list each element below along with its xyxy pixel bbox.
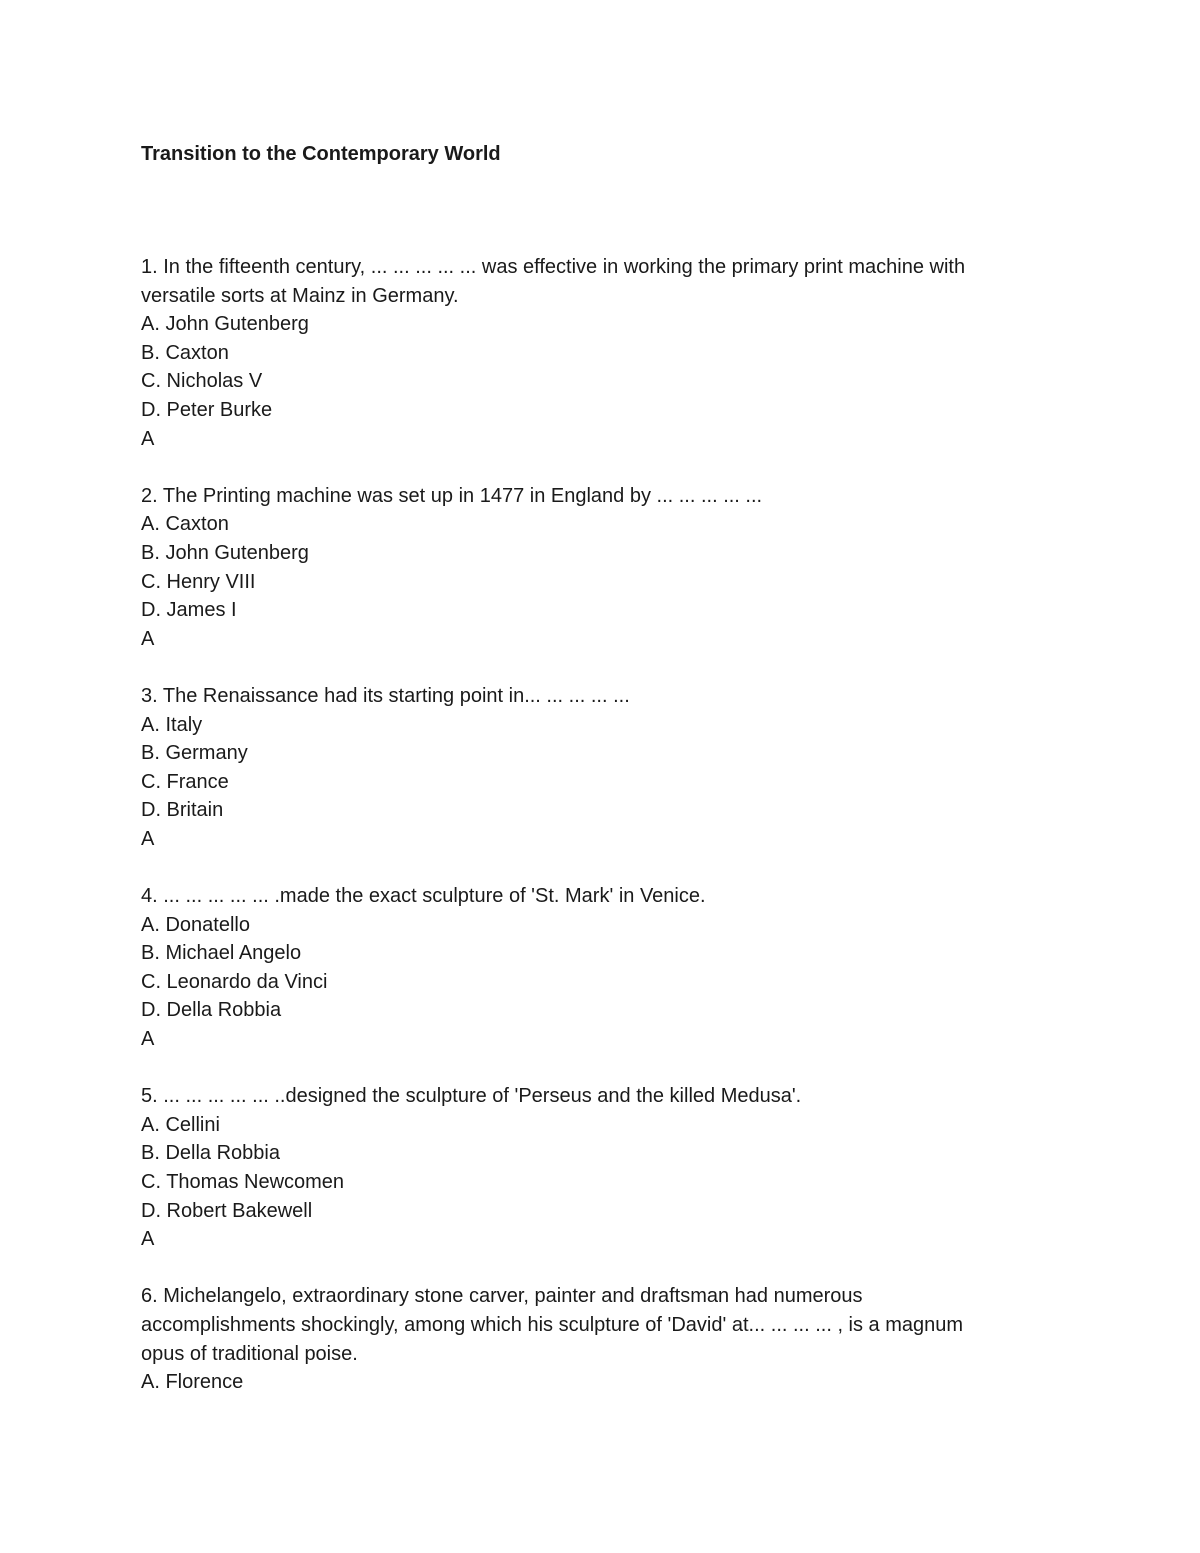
question-4	[141, 882, 1061, 1054]
question-stem-line: 5. ... ... ... ... ... ..designed the sculpture of 'Perseus and the killed Medusa'.	[141, 1085, 802, 1108]
option-b: B. Michael Angelo	[141, 942, 302, 965]
option-c: C. Henry VIII	[141, 570, 256, 593]
option-b: B. Della Robbia	[141, 1142, 280, 1165]
question-stem-line: 1. In the fifteenth century, ... ... ... ... ... was effective in working the primary print machine with	[141, 256, 966, 278]
answer-key: A	[141, 1228, 155, 1251]
question-3	[141, 682, 1061, 854]
option-c: C. Leonardo da Vinci	[141, 970, 328, 993]
answer-key: A	[141, 1028, 155, 1051]
option-a: A. John Gutenberg	[141, 313, 309, 336]
document-page	[141, 141, 1061, 1425]
answer-key: A	[141, 827, 155, 850]
option-d: D. Britain	[141, 799, 224, 822]
option-b: B. John Gutenberg	[141, 541, 309, 564]
option-c: C. Thomas Newcomen	[141, 1171, 345, 1193]
option-a: A. Florence	[141, 1371, 244, 1394]
option-d: D. Peter Burke	[141, 398, 273, 421]
answer-key: A	[141, 427, 155, 450]
question-stem-line: versatile sorts at Mainz in Germany.	[141, 284, 459, 307]
option-a: A. Donatello	[141, 913, 250, 936]
question-stem-line: 4. ... ... ... ... ... .made the exact sculpture of 'St. Mark' in Venice.	[141, 885, 706, 908]
question-stem-line: accomplishments shockingly, among which his sculpture of 'David' at... ... ... ... , is a magnum	[141, 1313, 964, 1336]
question-1	[141, 253, 1061, 453]
question-5	[141, 1082, 1061, 1254]
option-c: C. France	[141, 770, 229, 793]
question-stem-line: opus of traditional poise.	[141, 1342, 358, 1365]
option-a: A. Italy	[141, 713, 203, 736]
option-d: D. James I	[141, 599, 237, 622]
option-d: D. Robert Bakewell	[141, 1199, 313, 1222]
option-a: A. Caxton	[141, 513, 229, 536]
option-b: B. Germany	[141, 742, 248, 765]
question-stem-line: 2. The Printing machine was set up in 1477 in England by ... ... ... ... ...	[141, 484, 763, 507]
question-6	[141, 1282, 1061, 1396]
option-d: D. Della Robbia	[141, 999, 282, 1022]
option-b: B. Caxton	[141, 341, 229, 364]
question-stem-line: 6. Michelangelo, extraordinary stone carver, painter and draftsman had numerous	[141, 1285, 863, 1308]
option-c: C. Nicholas V	[141, 370, 263, 393]
question-stem-line: 3. The Renaissance had its starting point in... ... ... ... ...	[141, 684, 630, 707]
document-title: Transition to the Contemporary World	[141, 143, 501, 165]
question-list	[141, 253, 1061, 1397]
option-a: A. Cellini	[141, 1113, 220, 1136]
answer-key: A	[141, 627, 155, 650]
question-2	[141, 482, 1061, 654]
